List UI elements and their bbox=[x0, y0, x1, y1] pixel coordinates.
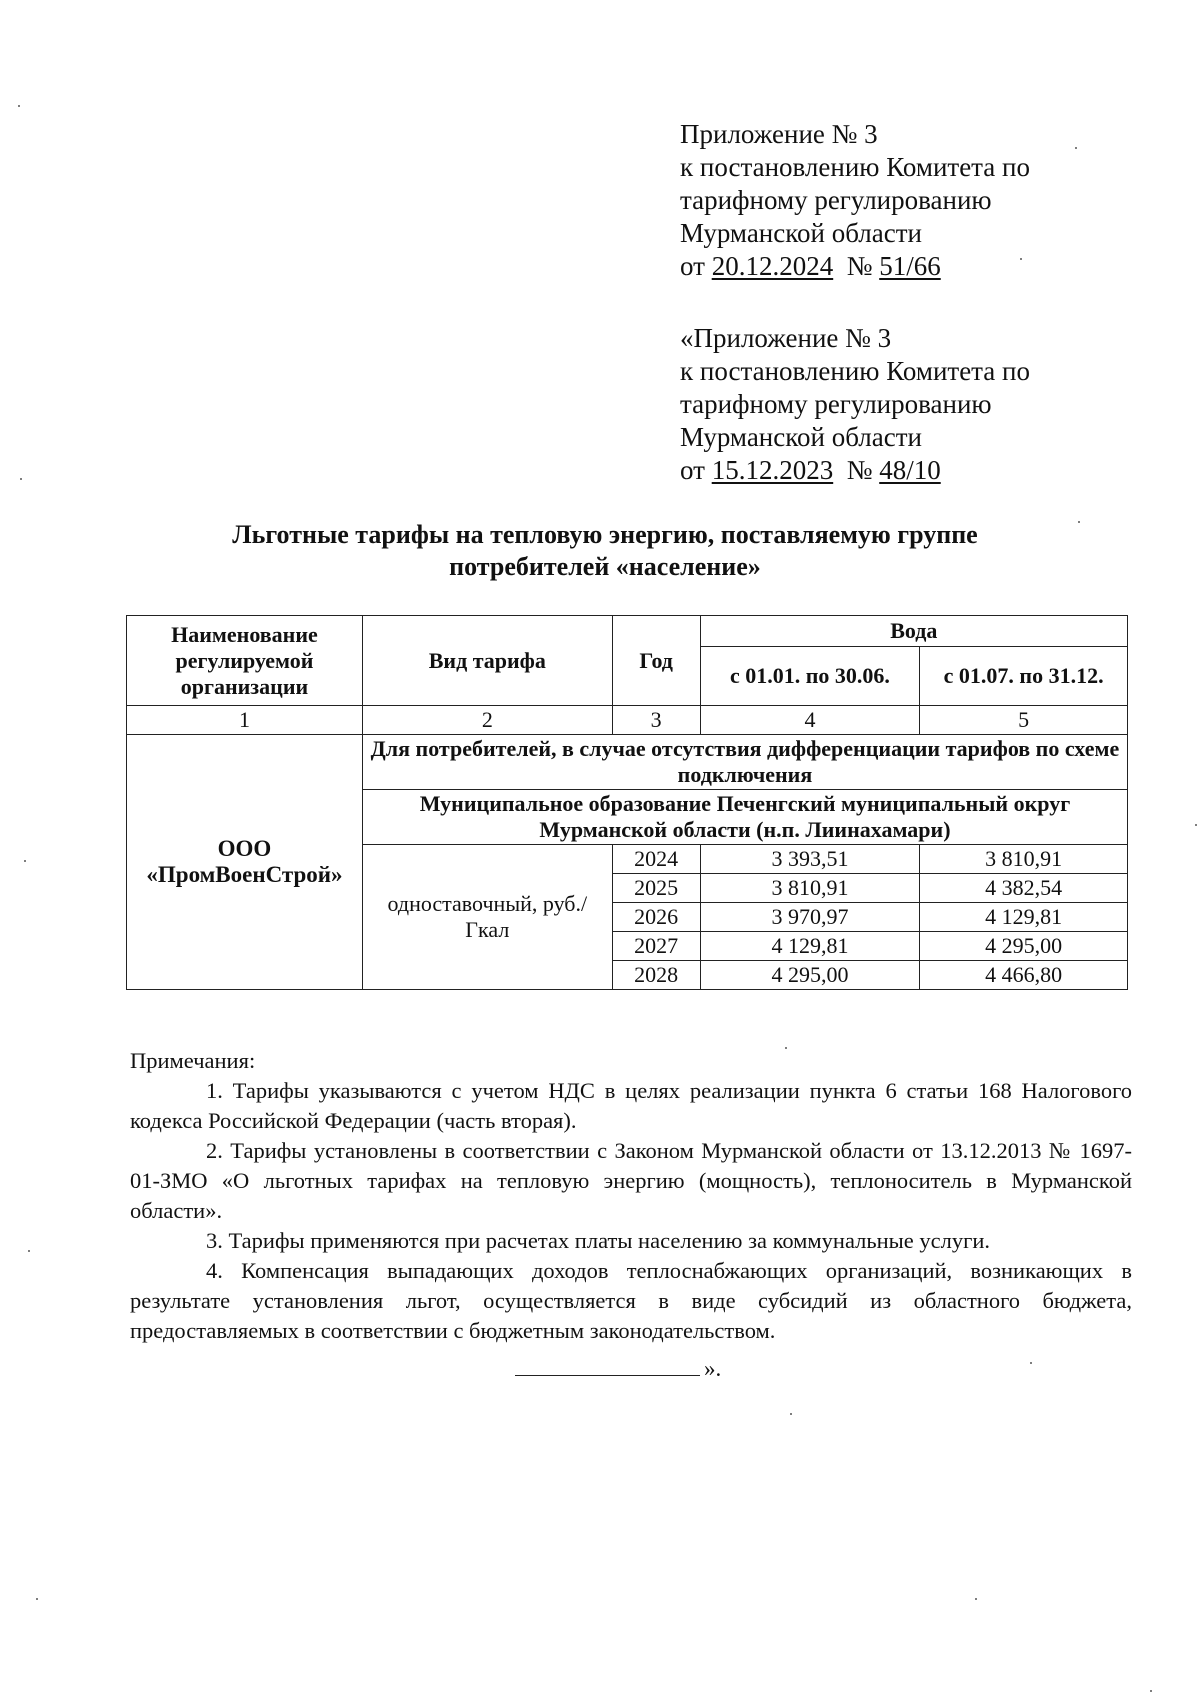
appendix-date-line bbox=[680, 454, 1140, 487]
appendix-line: Мурманской области bbox=[680, 218, 922, 248]
note-item: 1. Тарифы указываются с учетом НДС в целях реализации пункта 6 статьи 168 Налогового кодекса Российской Федерации (часть вторая). bbox=[130, 1078, 1132, 1133]
scan-speck bbox=[1150, 1690, 1152, 1692]
year-cell: 2028 bbox=[612, 961, 700, 990]
appendix-date: 20.12.2024 bbox=[711, 251, 834, 281]
scan-speck bbox=[1030, 1362, 1032, 1364]
value-cell: 3 393,51 bbox=[700, 845, 920, 874]
appendix-number: 51/66 bbox=[879, 251, 941, 281]
scan-speck bbox=[24, 860, 26, 862]
note-item: 3. Тарифы применяются при расчетах платы населению за коммунальные услуги. bbox=[206, 1228, 990, 1253]
value-cell: 4 382,54 bbox=[920, 874, 1128, 903]
column-number: 5 bbox=[920, 706, 1128, 735]
header-period-2: с 01.07. по 31.12. bbox=[920, 647, 1128, 706]
year-cell: 2025 bbox=[612, 874, 700, 903]
appendix-title: «Приложение № 3 bbox=[680, 323, 892, 353]
scan-speck bbox=[36, 1598, 38, 1600]
header-org: Наименование регулируемой организации bbox=[127, 616, 363, 706]
appendix-number: 48/10 bbox=[879, 455, 941, 485]
note-item: 4. Компенсация выпадающих доходов теплоснабжающих организаций, возникающих в результате установления льгот, осуществляется в виде субсидий из областного бюджета, предоставляемых в соответствии с бюджетным законодательством. bbox=[130, 1258, 1132, 1343]
municipality-cell: Муниципальное образование Печенгский муниципальный округ Мурманской области (н.п. Лиинахамари) bbox=[362, 790, 1127, 845]
scan-speck bbox=[785, 1047, 787, 1049]
header-tariff-type: Вид тарифа bbox=[362, 616, 612, 706]
closing-line bbox=[515, 1356, 735, 1382]
header-year: Год bbox=[612, 616, 700, 706]
column-number: 3 bbox=[612, 706, 700, 735]
appendix-title: Приложение № 3 bbox=[680, 119, 878, 149]
header-row bbox=[127, 616, 1128, 647]
appendix-line: тарифному регулированию bbox=[680, 185, 992, 215]
scan-speck bbox=[20, 478, 22, 480]
year-cell: 2024 bbox=[612, 845, 700, 874]
appendix-line: к постановлению Комитета по bbox=[680, 152, 1030, 182]
appendix-previous bbox=[680, 322, 1140, 487]
value-cell: 3 970,97 bbox=[700, 903, 920, 932]
scan-speck bbox=[975, 1598, 977, 1600]
date-prefix: от bbox=[680, 251, 705, 281]
column-number: 4 bbox=[700, 706, 920, 735]
appendix-current bbox=[680, 118, 1140, 283]
value-cell: 4 295,00 bbox=[700, 961, 920, 990]
value-cell: 4 466,80 bbox=[920, 961, 1128, 990]
appendix-line: тарифному регулированию bbox=[680, 389, 992, 419]
year-cell: 2027 bbox=[612, 932, 700, 961]
scan-speck bbox=[1075, 147, 1077, 149]
scan-speck bbox=[790, 1413, 792, 1415]
organization-cell: ООО «ПромВоенСтрой» bbox=[127, 735, 363, 990]
scan-speck bbox=[1078, 521, 1080, 523]
number-prefix: № bbox=[846, 251, 873, 281]
value-cell: 3 810,91 bbox=[700, 874, 920, 903]
appendix-date-line bbox=[680, 250, 1140, 283]
appendix-line: Мурманской области bbox=[680, 422, 922, 452]
note-item: 2. Тарифы установлены в соответствии с Законом Мурманской области от 13.12.2013 № 1697-01-ЗМО «О льготных тарифах на тепловую энергию (мощность), теплоноситель в Мурманской области». bbox=[130, 1138, 1132, 1223]
closing-quote: ». bbox=[704, 1356, 722, 1381]
scan-speck bbox=[1195, 824, 1197, 826]
value-cell: 3 810,91 bbox=[920, 845, 1128, 874]
title-line: потребителей «население» bbox=[449, 552, 761, 581]
title-line: Льготные тарифы на тепловую энергию, поставляемую группе bbox=[232, 520, 978, 549]
tariff-table bbox=[126, 615, 1128, 990]
header-group-water: Вода bbox=[700, 616, 1127, 647]
scan-speck bbox=[18, 105, 20, 107]
value-cell: 4 129,81 bbox=[920, 903, 1128, 932]
appendix-date: 15.12.2023 bbox=[711, 455, 834, 485]
scan-speck bbox=[28, 1250, 30, 1252]
section-row bbox=[127, 735, 1128, 790]
value-cell: 4 295,00 bbox=[920, 932, 1128, 961]
document-title bbox=[140, 519, 1070, 583]
section-cell: Для потребителей, в случае отсутствия дифференциации тарифов по схеме подключения bbox=[362, 735, 1127, 790]
date-prefix: от bbox=[680, 455, 705, 485]
appendix-line: к постановлению Комитета по bbox=[680, 356, 1030, 386]
column-number: 2 bbox=[362, 706, 612, 735]
number-prefix: № bbox=[846, 455, 873, 485]
year-cell: 2026 bbox=[612, 903, 700, 932]
tariff-type-cell: одноставочный, руб./Гкал bbox=[362, 845, 612, 990]
scan-speck bbox=[1020, 258, 1022, 260]
notes-label: Примечания: bbox=[130, 1048, 256, 1073]
value-cell: 4 129,81 bbox=[700, 932, 920, 961]
notes-section bbox=[130, 1046, 1132, 1346]
signature-rule bbox=[515, 1361, 700, 1376]
header-period-1: с 01.01. по 30.06. bbox=[700, 647, 920, 706]
column-number-row bbox=[127, 706, 1128, 735]
column-number: 1 bbox=[127, 706, 363, 735]
